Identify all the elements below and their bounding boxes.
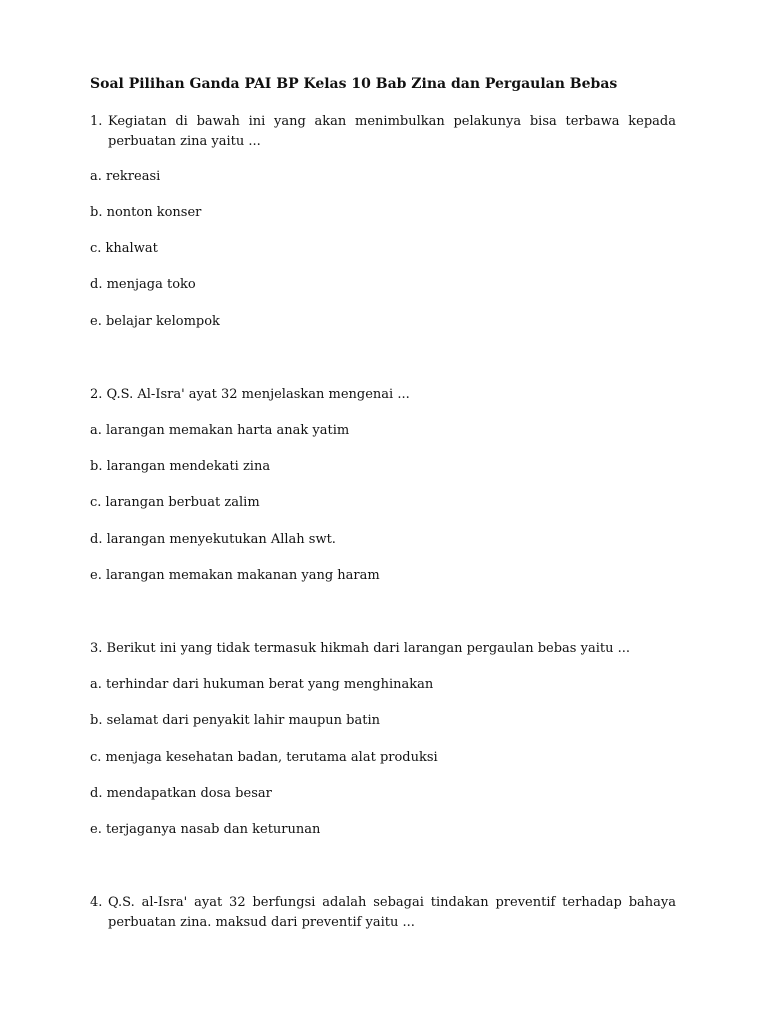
option-a: a. larangan memakan harta anak yatim bbox=[90, 423, 350, 438]
question-number: 1. bbox=[90, 114, 103, 129]
option-b: b. larangan mendekati zina bbox=[90, 459, 271, 474]
question-text: Kegiatan di bawah ini yang akan menimbulkan pelakunya bisa terbawa kepada perbuatan zina yaitu ... bbox=[108, 114, 676, 149]
question-3 bbox=[90, 639, 676, 659]
option-a: a. terhindar dari hukuman berat yang menghinakan bbox=[90, 677, 434, 692]
option-e: e. larangan memakan makanan yang haram bbox=[90, 568, 380, 583]
question-text: Q.S. al-Isra' ayat 32 berfungsi adalah sebagai tindakan preventif terhadap bahaya perbuatan zina. maksud dari preventif yaitu ... bbox=[108, 895, 676, 930]
question-text: 3. Berikut ini yang tidak termasuk hikmah dari larangan pergaulan bebas yaitu ... bbox=[90, 641, 630, 656]
option-c: c. menjaga kesehatan badan, terutama alat produksi bbox=[90, 750, 438, 765]
option-d: d. mendapatkan dosa besar bbox=[90, 786, 272, 801]
option-d: d. menjaga toko bbox=[90, 277, 196, 292]
document-title: Soal Pilihan Ganda PAI BP Kelas 10 Bab Zina dan Pergaulan Bebas bbox=[90, 76, 618, 92]
question-2 bbox=[90, 385, 676, 405]
option-e: e. belajar kelompok bbox=[90, 314, 220, 329]
question-4 bbox=[90, 893, 676, 933]
option-b: b. nonton konser bbox=[90, 205, 202, 220]
question-1 bbox=[90, 112, 676, 152]
option-d: d. larangan menyekutukan Allah swt. bbox=[90, 532, 336, 547]
option-a: a. rekreasi bbox=[90, 169, 161, 184]
option-b: b. selamat dari penyakit lahir maupun batin bbox=[90, 713, 381, 728]
option-e: e. terjaganya nasab dan keturunan bbox=[90, 822, 321, 837]
question-text: 2. Q.S. Al-Isra' ayat 32 menjelaskan mengenai ... bbox=[90, 387, 410, 402]
option-c: c. larangan berbuat zalim bbox=[90, 495, 260, 510]
option-c: c. khalwat bbox=[90, 241, 158, 256]
question-number: 4. bbox=[90, 895, 103, 910]
